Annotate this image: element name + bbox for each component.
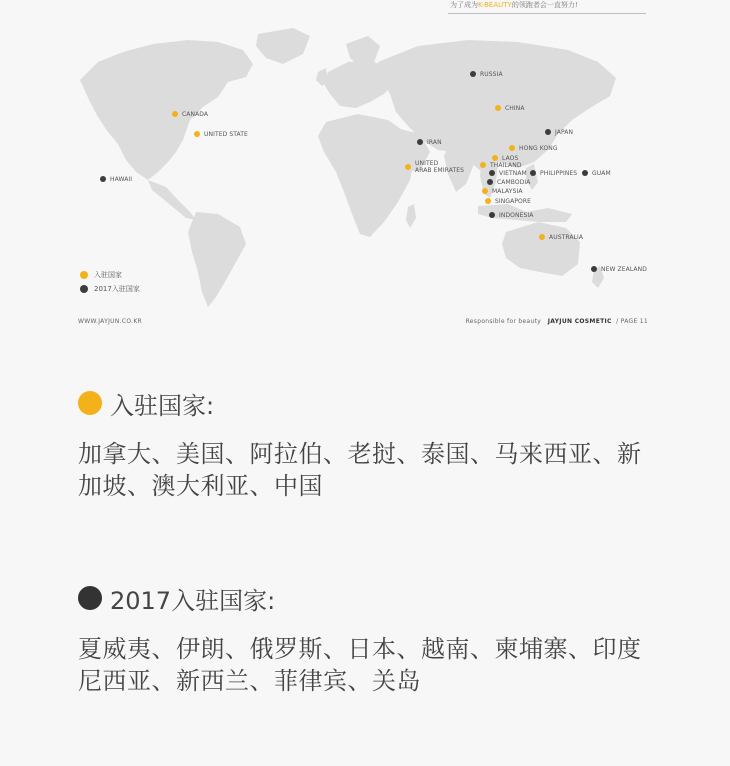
legend-entered-label: 入驻国家	[94, 271, 122, 279]
marker-label: NEW ZEALAND	[601, 265, 647, 273]
marker-dot-icon	[509, 145, 515, 151]
top-caption-prefix: 为了成为	[450, 1, 478, 9]
marker-label-line2: ARAB EMIRATES	[415, 167, 465, 174]
marker-iran	[417, 137, 442, 147]
marker-label: VIETNAM	[499, 169, 527, 177]
marker-dot-icon	[539, 234, 545, 240]
top-divider	[448, 13, 646, 14]
marker-label: UNITED STATE	[204, 130, 248, 138]
marker-dot-icon	[530, 170, 536, 176]
marker-label: CANADA	[182, 110, 209, 118]
marker-label: RUSSIA	[480, 70, 503, 78]
marker-label: HAWAII	[110, 175, 133, 183]
website-link: WWW.JAYJUN.CO.KR	[78, 318, 143, 325]
marker-indonesia	[489, 210, 533, 220]
australia-land	[502, 222, 580, 276]
marker-hawaii	[100, 174, 132, 184]
marker-label: PHILIPPINES	[540, 169, 578, 177]
marker-dot-icon	[194, 131, 200, 137]
marker-dot-icon	[100, 176, 106, 182]
footer-tagline: Responsible for beauty	[465, 318, 542, 325]
marker-dot-icon	[485, 198, 491, 204]
marker-australia	[539, 232, 583, 242]
legend-2017-label: 2017入驻国家	[94, 285, 140, 293]
marker-dot-icon	[489, 212, 495, 218]
marker-guam	[582, 168, 611, 178]
marker-label: THAILAND	[490, 161, 522, 169]
greenland-land	[256, 28, 310, 64]
marker-dot-icon	[489, 170, 495, 176]
marker-hong-kong	[509, 143, 558, 153]
marker-label: INDONESIA	[499, 211, 534, 219]
marker-label: CHINA	[505, 104, 525, 112]
marker-russia	[470, 69, 503, 79]
marker-label: JAPAN	[555, 128, 574, 136]
madagascar-land	[406, 204, 416, 228]
countries-2017-section	[78, 583, 658, 697]
marker-united-state	[194, 129, 248, 139]
yellow-dot-icon	[80, 271, 88, 279]
entered-countries-title	[78, 388, 658, 418]
marker-label: CAMBODIA	[497, 178, 531, 186]
marker-uae	[405, 158, 464, 176]
top-caption-suffix: 的领跑者会一直努力!	[511, 1, 578, 9]
marker-dot-icon	[480, 162, 486, 168]
marker-dot-icon	[482, 188, 488, 194]
entered-countries-list: 加拿大、美国、阿拉伯、老挝、泰国、马来西亚、新加坡、澳大利亚、中国	[78, 440, 642, 500]
marker-dot-icon	[591, 266, 597, 272]
footer-page: / PAGE 11	[616, 318, 648, 325]
marker-label: GUAM	[592, 169, 611, 177]
world-map-land	[78, 22, 650, 312]
top-caption	[450, 0, 578, 10]
legend-2017	[80, 282, 140, 296]
marker-canada	[172, 109, 208, 119]
marker-philippines	[530, 168, 577, 178]
marker-japan	[545, 127, 573, 137]
marker-label: IRAN	[427, 138, 442, 146]
entered-countries-section	[78, 388, 658, 502]
yellow-circle-icon	[78, 391, 102, 415]
marker-malaysia	[482, 186, 523, 196]
north-america-land	[80, 40, 253, 180]
marker-china	[495, 103, 525, 113]
marker-dot-icon	[417, 139, 423, 145]
top-caption-accent: K-BEAUTY	[478, 1, 512, 9]
section1-title: 入驻国家:	[110, 391, 215, 420]
marker-label: LAOS	[502, 154, 519, 162]
marker-dot-icon	[545, 129, 551, 135]
marker-dot-icon	[487, 179, 493, 185]
marker-label: MALAYSIA	[492, 187, 523, 195]
world-map	[78, 22, 650, 312]
section2-title: 2017入驻国家:	[110, 586, 276, 615]
marker-dot-icon	[582, 170, 588, 176]
map-legend	[80, 268, 140, 296]
marker-dot-icon	[172, 111, 178, 117]
marker-label: SINGAPORE	[495, 197, 532, 205]
south-america-land	[188, 212, 246, 307]
marker-dot-icon	[495, 105, 501, 111]
dark-dot-icon	[80, 285, 88, 293]
page-footer	[466, 318, 648, 325]
countries-2017-title	[78, 583, 658, 613]
marker-label-line1: UNITED	[415, 160, 439, 167]
legend-entered	[80, 268, 140, 282]
marker-label	[415, 160, 464, 174]
marker-singapore	[485, 196, 531, 206]
marker-label: HONG KONG	[519, 144, 558, 152]
marker-label: AUSTRALIA	[549, 233, 584, 241]
central-america-land	[148, 180, 196, 220]
scandinavia-land	[346, 36, 380, 66]
footer-brand: JAYJUN COSMETIC	[547, 318, 612, 325]
marker-dot-icon	[470, 71, 476, 77]
dark-circle-icon	[78, 586, 102, 610]
countries-2017-list: 夏威夷、伊朗、俄罗斯、日本、越南、柬埔寨、印度尼西亚、新西兰、菲律宾、关岛	[78, 635, 642, 695]
marker-dot-icon	[405, 164, 411, 170]
marker-new-zealand	[591, 264, 647, 274]
